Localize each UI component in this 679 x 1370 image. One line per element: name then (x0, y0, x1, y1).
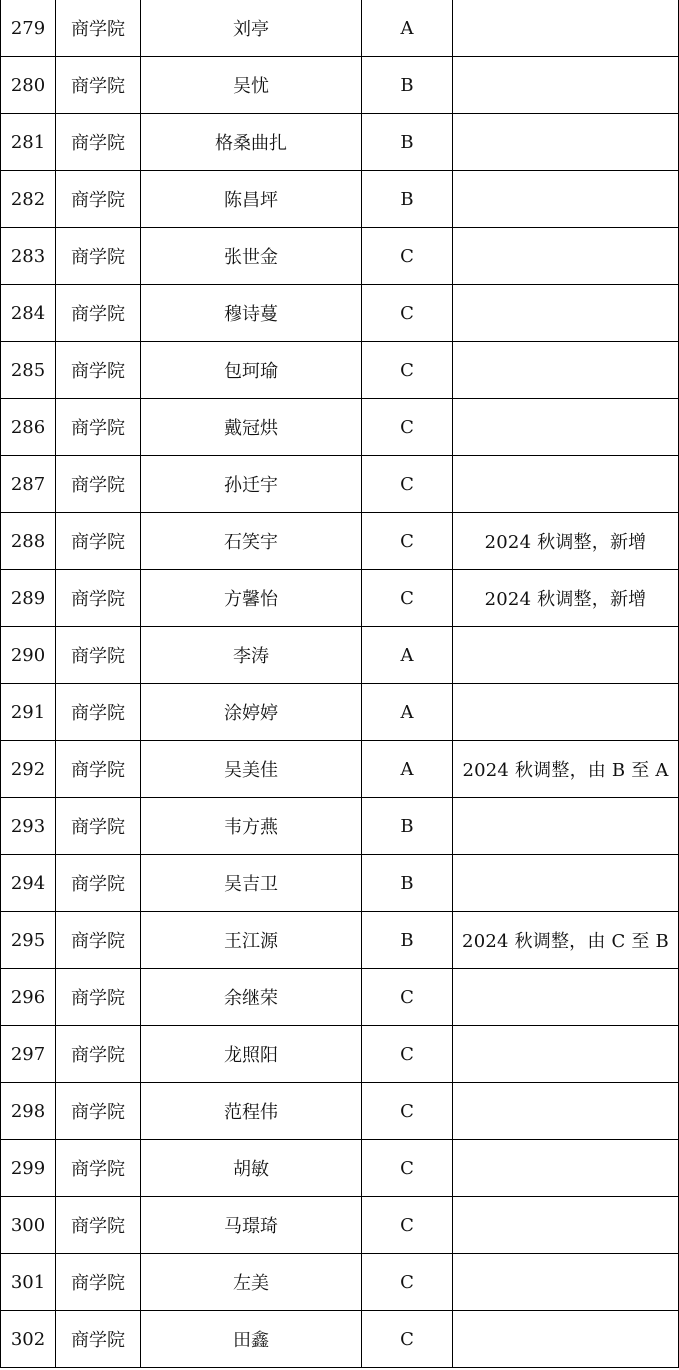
student-name-cell: 范程伟 (141, 1083, 362, 1140)
table-row (1, 1026, 679, 1083)
student-name-cell: 刘亭 (141, 0, 362, 57)
table-row (1, 285, 679, 342)
table-row (1, 1197, 679, 1254)
table-row (1, 513, 679, 570)
note-cell (453, 114, 679, 171)
grade-cell: A (362, 627, 453, 684)
note-cell (453, 342, 679, 399)
table-row (1, 456, 679, 513)
note-cell (453, 0, 679, 57)
note-cell: 2024 秋调整，由 B 至 A (453, 741, 679, 798)
college-cell: 商学院 (56, 741, 141, 798)
row-number-cell: 295 (1, 912, 56, 969)
note-cell: 2024 秋调整，新增 (453, 513, 679, 570)
grade-cell: C (362, 228, 453, 285)
table-row (1, 684, 679, 741)
grade-cell: A (362, 0, 453, 57)
note-cell (453, 399, 679, 456)
row-number-cell: 300 (1, 1197, 56, 1254)
table-row (1, 171, 679, 228)
college-cell: 商学院 (56, 969, 141, 1026)
note-cell: 2024 秋调整，新增 (453, 570, 679, 627)
row-number-cell: 280 (1, 57, 56, 114)
note-cell (453, 798, 679, 855)
note-cell (453, 1254, 679, 1311)
row-number-cell: 282 (1, 171, 56, 228)
table-row (1, 1254, 679, 1311)
student-name-cell: 石笑宇 (141, 513, 362, 570)
college-cell: 商学院 (56, 1254, 141, 1311)
note-cell (453, 228, 679, 285)
grade-cell: B (362, 798, 453, 855)
grade-cell: C (362, 570, 453, 627)
note-cell (453, 1311, 679, 1368)
student-name-cell: 格桑曲扎 (141, 114, 362, 171)
college-cell: 商学院 (56, 57, 141, 114)
grade-cell: C (362, 1254, 453, 1311)
note-cell (453, 57, 679, 114)
row-number-cell: 291 (1, 684, 56, 741)
row-number-cell: 293 (1, 798, 56, 855)
note-cell (453, 1140, 679, 1197)
student-name-cell: 吴美佳 (141, 741, 362, 798)
row-number-cell: 301 (1, 1254, 56, 1311)
college-cell: 商学院 (56, 171, 141, 228)
student-name-cell: 戴冠烘 (141, 399, 362, 456)
note-cell (453, 1083, 679, 1140)
grade-cell: C (362, 456, 453, 513)
row-number-cell: 302 (1, 1311, 56, 1368)
student-name-cell: 左美 (141, 1254, 362, 1311)
student-name-cell: 田鑫 (141, 1311, 362, 1368)
grade-cell: C (362, 1026, 453, 1083)
student-name-cell: 包珂瑜 (141, 342, 362, 399)
note-cell (453, 285, 679, 342)
grade-cell: C (362, 1083, 453, 1140)
table-row (1, 969, 679, 1026)
table-row (1, 912, 679, 969)
college-cell: 商学院 (56, 912, 141, 969)
student-name-cell: 龙照阳 (141, 1026, 362, 1083)
grade-cell: A (362, 684, 453, 741)
grade-cell: B (362, 855, 453, 912)
college-cell: 商学院 (56, 1140, 141, 1197)
grade-cell: B (362, 114, 453, 171)
college-cell: 商学院 (56, 399, 141, 456)
college-cell: 商学院 (56, 1311, 141, 1368)
table-row (1, 228, 679, 285)
table-row (1, 342, 679, 399)
row-number-cell: 281 (1, 114, 56, 171)
student-name-cell: 韦方燕 (141, 798, 362, 855)
row-number-cell: 292 (1, 741, 56, 798)
grade-cell: C (362, 342, 453, 399)
college-cell: 商学院 (56, 855, 141, 912)
student-name-cell: 余继荣 (141, 969, 362, 1026)
college-cell: 商学院 (56, 570, 141, 627)
college-cell: 商学院 (56, 1026, 141, 1083)
student-name-cell: 穆诗蔓 (141, 285, 362, 342)
row-number-cell: 296 (1, 969, 56, 1026)
college-cell: 商学院 (56, 1197, 141, 1254)
note-cell: 2024 秋调整，由 C 至 B (453, 912, 679, 969)
row-number-cell: 294 (1, 855, 56, 912)
table-row (1, 1083, 679, 1140)
note-cell (453, 456, 679, 513)
roster-body (1, 0, 679, 1368)
college-cell: 商学院 (56, 1083, 141, 1140)
note-cell (453, 1197, 679, 1254)
table-row (1, 855, 679, 912)
row-number-cell: 284 (1, 285, 56, 342)
student-name-cell: 涂婷婷 (141, 684, 362, 741)
note-cell (453, 969, 679, 1026)
grade-cell: B (362, 57, 453, 114)
college-cell: 商学院 (56, 684, 141, 741)
table-row (1, 798, 679, 855)
row-number-cell: 290 (1, 627, 56, 684)
college-cell: 商学院 (56, 285, 141, 342)
college-cell: 商学院 (56, 228, 141, 285)
grade-cell: C (362, 1311, 453, 1368)
grade-cell: B (362, 912, 453, 969)
table-row (1, 0, 679, 57)
row-number-cell: 298 (1, 1083, 56, 1140)
table-row (1, 1311, 679, 1368)
grade-cell: B (362, 171, 453, 228)
grade-cell: A (362, 741, 453, 798)
note-cell (453, 684, 679, 741)
college-cell: 商学院 (56, 456, 141, 513)
college-cell: 商学院 (56, 114, 141, 171)
student-name-cell: 吴忧 (141, 57, 362, 114)
row-number-cell: 283 (1, 228, 56, 285)
student-name-cell: 孙迁宇 (141, 456, 362, 513)
student-name-cell: 张世金 (141, 228, 362, 285)
note-cell (453, 855, 679, 912)
student-name-cell: 马璟琦 (141, 1197, 362, 1254)
grade-cell: C (362, 285, 453, 342)
note-cell (453, 627, 679, 684)
row-number-cell: 288 (1, 513, 56, 570)
student-name-cell: 陈昌坪 (141, 171, 362, 228)
row-number-cell: 299 (1, 1140, 56, 1197)
row-number-cell: 285 (1, 342, 56, 399)
grade-cell: C (362, 399, 453, 456)
college-cell: 商学院 (56, 798, 141, 855)
row-number-cell: 279 (1, 0, 56, 57)
student-name-cell: 方馨怡 (141, 570, 362, 627)
row-number-cell: 286 (1, 399, 56, 456)
table-row (1, 57, 679, 114)
college-cell: 商学院 (56, 627, 141, 684)
table-row (1, 627, 679, 684)
student-name-cell: 王江源 (141, 912, 362, 969)
grade-cell: C (362, 969, 453, 1026)
row-number-cell: 287 (1, 456, 56, 513)
row-number-cell: 297 (1, 1026, 56, 1083)
student-name-cell: 胡敏 (141, 1140, 362, 1197)
note-cell (453, 1026, 679, 1083)
table-row (1, 741, 679, 798)
grade-cell: C (362, 1140, 453, 1197)
student-name-cell: 吴吉卫 (141, 855, 362, 912)
grade-cell: C (362, 513, 453, 570)
note-cell (453, 171, 679, 228)
grade-cell: C (362, 1197, 453, 1254)
table-row (1, 399, 679, 456)
college-cell: 商学院 (56, 0, 141, 57)
table-row (1, 1140, 679, 1197)
table-row (1, 114, 679, 171)
table-row (1, 570, 679, 627)
student-name-cell: 李涛 (141, 627, 362, 684)
college-cell: 商学院 (56, 513, 141, 570)
college-cell: 商学院 (56, 342, 141, 399)
row-number-cell: 289 (1, 570, 56, 627)
